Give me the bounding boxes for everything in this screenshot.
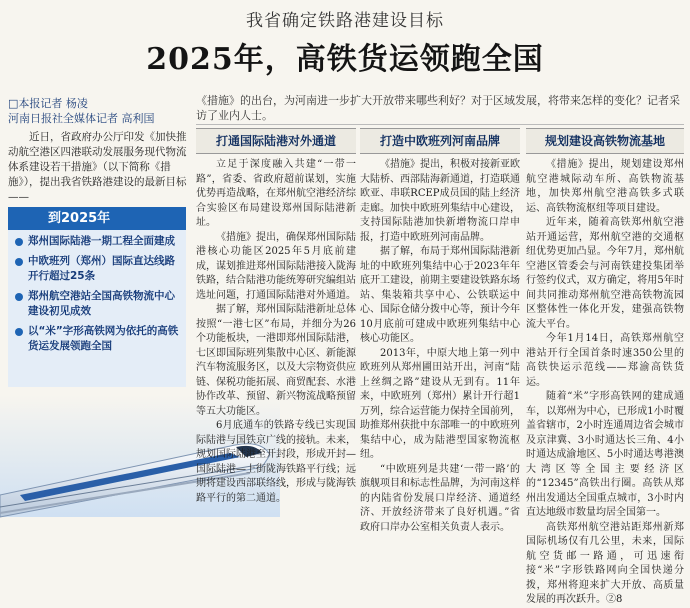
- bullet-icon: [15, 238, 23, 246]
- kicker-title: 我省确定铁路港建设目标: [246, 11, 444, 31]
- byline-reporter: □本报记者 杨凌: [8, 97, 88, 110]
- paragraph: 今年1月14日，高铁郑州航空港站开行全国首条时速350公里的高铁快运示范线——郑渝高铁货运。: [526, 333, 684, 388]
- paragraph: “中欧班列是共建‘一带一路’的旗舰项目和标志性品牌，为河南这样的内陆省份发展口岸经济、通道经济、开放经济带来了良好机遇。”省政府口岸办公室相关负责人表示。: [360, 463, 520, 533]
- summary-box: [8, 207, 186, 387]
- lead-paragraph: 近日，省政府办公厅印发《加快推动航空港区四港联动发展服务现代物流体系建设若干措施》（以下简称《措施》），提出我省铁路港建设的最新目标——: [8, 131, 187, 203]
- column-body: [196, 158, 356, 504]
- column-body: [526, 158, 684, 605]
- column-1: [196, 128, 356, 504]
- paragraph: 2013年，中原大地上第一列中欧班列从郑州圃田站开出，河南“陆上丝绸之路”建设从无到有。11年来，中欧班列（郑州）累计开行超1万列，综合运营能力保持全国前列，助推郑州获批中东部唯一的中欧班列集结中心，成为陆港型国家物流枢纽。: [360, 347, 520, 460]
- bullet-icon: [15, 293, 23, 301]
- paragraph: 高铁郑州航空港站距郑州新郑国际机场仅有几公里，未来，国际航空货邮一路通，可迅速衔接“米”字形铁路网向全国快递分拨，郑州将迎来扩大开放、高质量发展的再次跃升。②8: [526, 521, 684, 605]
- paragraph: 据了解，布局于郑州国际陆港新址的中欧班列集结中心于2023年年底开工建设，前期主要建设铁路东场站、集装箱共享中心、公铁联运中心、国际仓储分拨中心等，预计今年10月底前可建成中欧班列集结中心核心功能区。: [360, 246, 520, 344]
- paragraph: 近年来，随着高铁郑州航空港站开通运营，郑州航空港的交通枢纽优势更加凸显。今年7月，郑州航空港区管委会与河南铁建投集团举行签约仪式，双方确定，将用5年时间共同推动郑州航空港高铁物流园区整体性一体化开发，建强高铁物流大平台。: [526, 217, 684, 330]
- divider: [196, 124, 684, 125]
- paragraph: 据了解，郑州国际陆港新址总体按照“一港七区”布局，并细分为26个功能板块，一港即郑州国际陆港，七区即国际班列集散中心区、新能源汽车物流服务区，以及大宗物资供应链、保税功能拓展、商贸配套、水港协作改革、预留、新兴物流战略预留等五大功能区。: [196, 304, 356, 417]
- section-heading: 规划建设高铁物流基地: [526, 128, 684, 154]
- section-heading: 打造中欧班列河南品牌: [360, 128, 520, 154]
- paragraph: 《措施》提出，积极对接新亚欧大陆桥、西部陆海新通道，打造联通欧亚、串联RCEP成员国的陆上经济走廊。加快中欧班列集结中心建设，支持国际陆港加快新增物流口岸申报，打造中欧班列河南品牌。: [360, 159, 520, 243]
- summary-item: 郑州航空港站全国高铁物流中心建设初见成效: [14, 289, 180, 319]
- paragraph: 《措施》提出，确保郑州国际陆港核心功能区2025年5月底前建成，谋划推进郑州国际陆港接入陇海铁路，结合陆港功能统筹研究编组站选址问题，打通国际陆港对外通道。: [196, 231, 356, 301]
- bullet-icon: [15, 328, 23, 336]
- column-2: [360, 128, 520, 533]
- summary-item: 郑州国际陆港一期工程全面建成: [14, 234, 180, 249]
- paragraph: 随着“米”字形高铁网的建成通车，以郑州为中心，已形成1小时覆盖省辖市，2小时连通周边省会城市及京津冀、3小时通达长三角、4小时通达成渝地区、5小时通达粤港澳大湾区等全国主要经济区的“12345”高铁出行圈。高铁从郑州出发通达全国重点城市，3小时内直达地级市数量均居全国第一。: [526, 391, 684, 518]
- section-heading: 打通国际陆港对外通道: [196, 128, 356, 154]
- column-3: [526, 128, 684, 605]
- column-body: [360, 158, 520, 533]
- intro-question: 《措施》的出台，为河南进一步扩大开放带来哪些利好？对于区域发展，将带来怎样的变化？记者采访了业内人士。: [196, 94, 680, 122]
- headline: 2025年，高铁货运领跑全国: [146, 42, 544, 77]
- byline-reporter-2: 河南日报社全媒体记者 高利国: [8, 112, 155, 125]
- paragraph: 《措施》提出，规划建设郑州航空港城际动车所、高铁物流基地，加快郑州航空港高铁多式联运、高铁物流枢纽等项目建设。: [526, 159, 684, 214]
- bullet-icon: [15, 258, 23, 266]
- summary-heading: 到2025年: [8, 207, 186, 230]
- summary-item: 中欧班列（郑州）国际直达线路开行超过25条: [14, 254, 180, 284]
- paragraph: 立足于深度融入共建“一带一路”，省委、省政府超前谋划，实施优势再造战略，在郑州航空港经济综合实验区布局建设郑州国际陆港新址。: [196, 159, 356, 228]
- paragraph: 6月底通车的铁路专线已实现国际陆港与国铁京广线的接轨。未来，规划国际陆港至开封段，形成开封—国际陆港—上街陇海铁路平行线；远期将建设西部联络线，形成与陇海铁路平行的第二通道。: [196, 420, 356, 504]
- byline: [8, 96, 188, 126]
- summary-item: 以“米”字形高铁网为依托的高铁货运发展领跑全国: [14, 324, 180, 354]
